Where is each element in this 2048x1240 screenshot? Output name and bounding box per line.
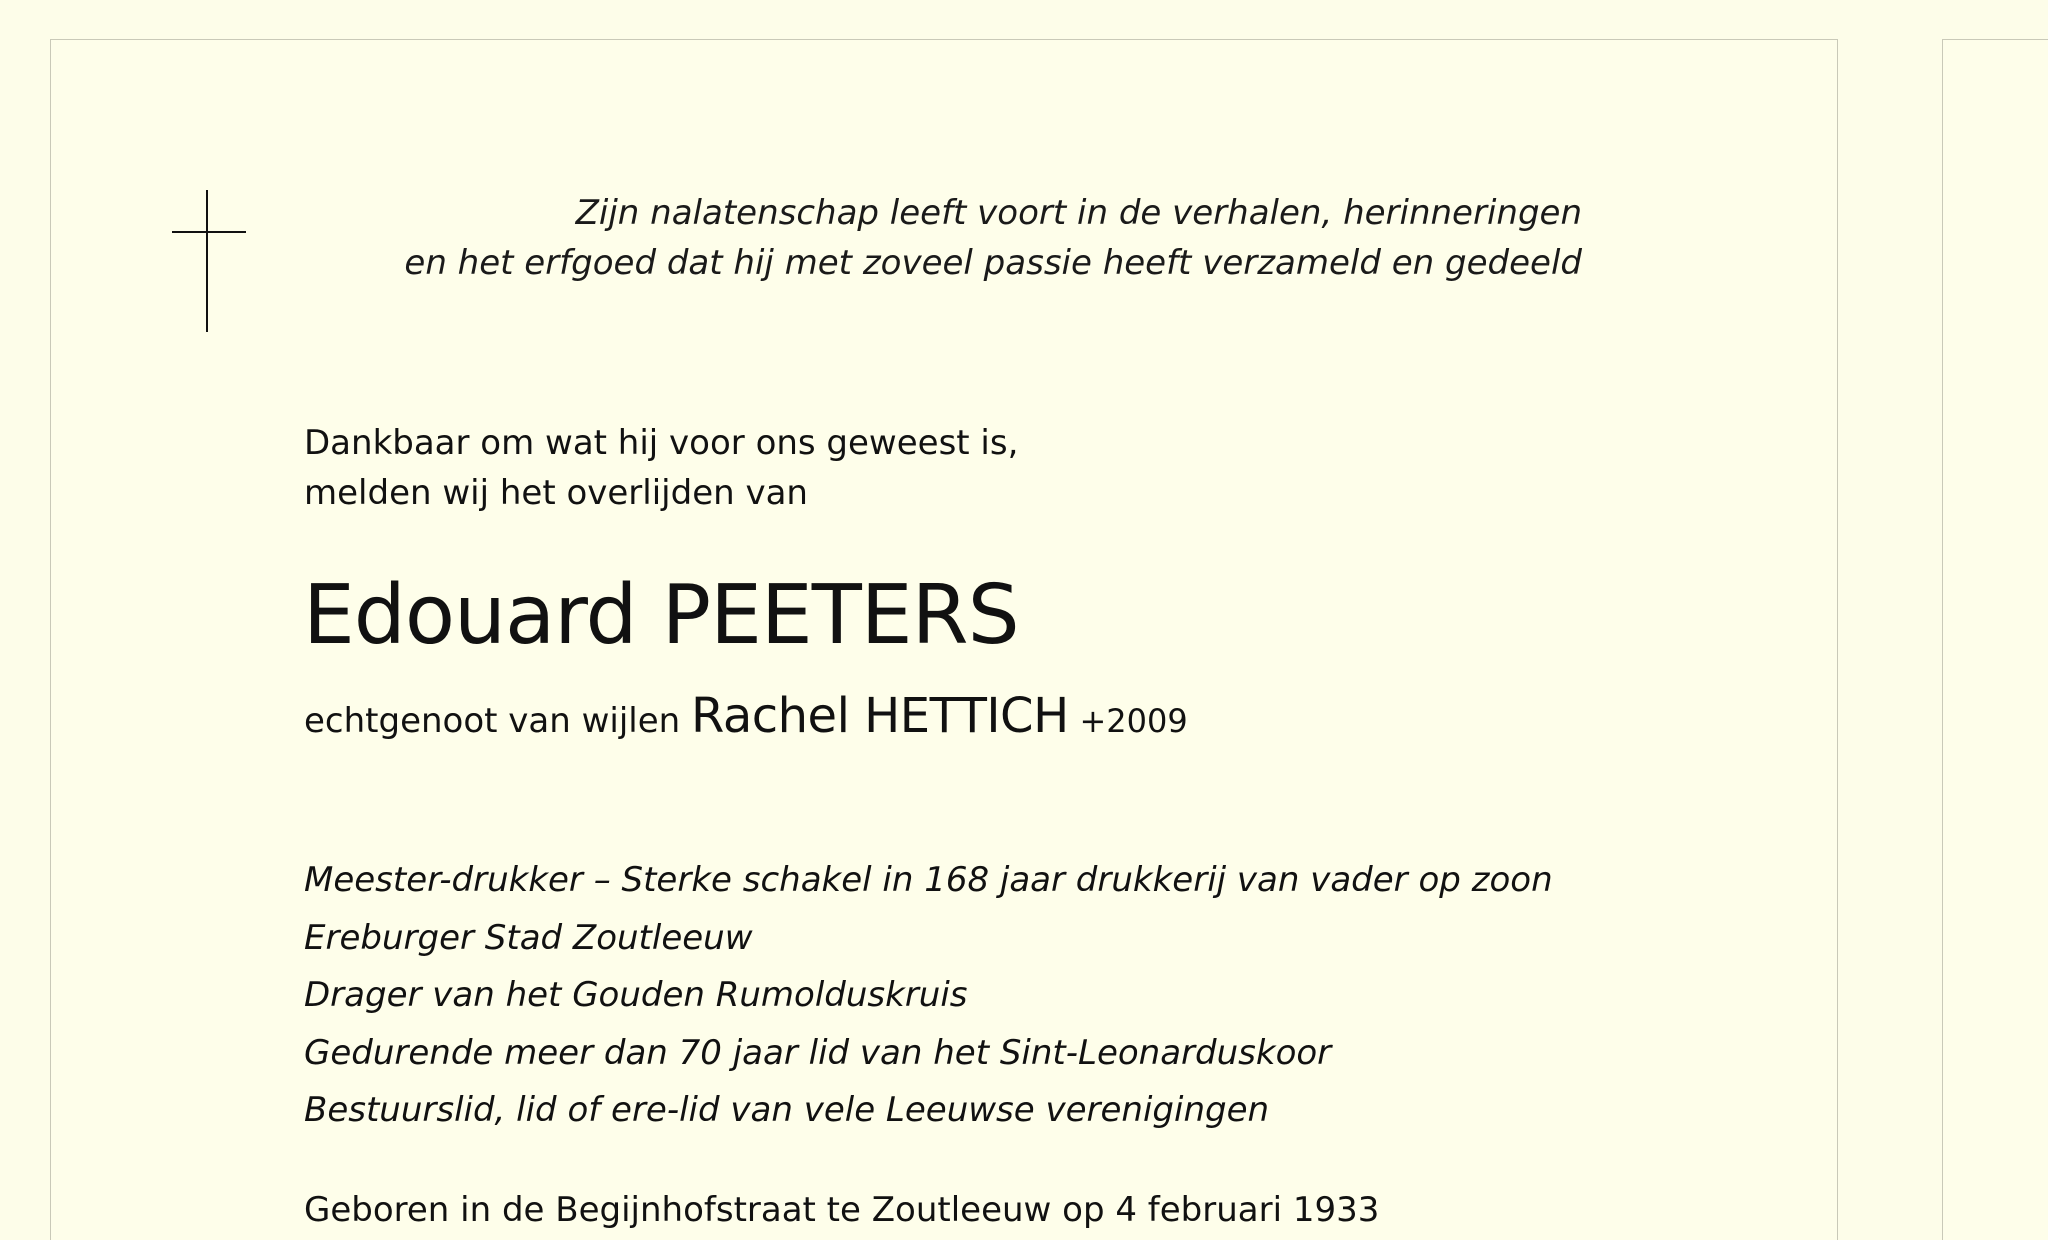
cross-icon-vertical [206,190,208,332]
title-item: Gedurende meer dan 70 jaar lid van het Sint-Leonarduskoor [304,1032,1332,1073]
title-item: Bestuurslid, lid of ere-lid van vele Leeuwse verenigingen [304,1090,1270,1130]
titles-list [304,852,1553,1140]
spouse-prefix: echtgenoot van wijlen [304,701,681,741]
title-item: Meester-drukker – Sterke schakel in 168 jaar drukkerij van vader op zoon [304,860,1553,900]
deceased-name: Edouard PEETERS [303,568,1019,663]
birth-line: Geboren in de Begijnhofstraat te Zoutleeuw op 4 februari 1933 [304,1190,1380,1230]
intro-line-1: Dankbaar om wat hij voor ons geweest is, [304,423,1019,463]
motto [404,188,1582,288]
cross-icon-horizontal [172,231,246,233]
spouse-line [304,686,1188,751]
motto-line-2: en het erfgoed dat hij met zoveel passie heeft verzameld en gedeeld [404,243,1582,283]
spouse-death-year: +2009 [1079,702,1188,740]
intro-line-2: melden wij het overlijden van [304,473,808,513]
spouse-name: Rachel HETTICH [691,688,1069,744]
motto-line-1: Zijn nalatenschap leeft voort in de verhalen, herinneringen [575,193,1582,233]
intro-text [304,418,1018,518]
title-item: Drager van het Gouden Rumolduskruis [304,975,968,1015]
title-item: Ereburger Stad Zoutleeuw [304,917,753,958]
next-page-edge [1942,39,2048,1240]
